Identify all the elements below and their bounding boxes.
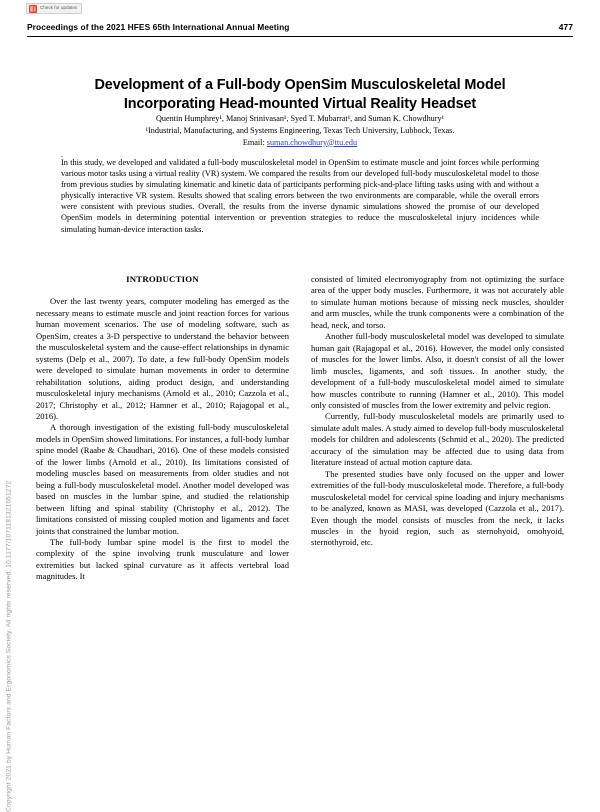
- left-column: [36, 274, 289, 774]
- author-email-line: [56, 137, 544, 149]
- section-heading-introduction: INTRODUCTION: [126, 274, 199, 284]
- paragraph: consisted of limited electromyography from not optimizing the surface area of the upper body muscles. Furthermore, it was not accurately able to simulate human motions because of missing neck muscles, shoulder and arm muscles, while the trunk components were a combination of the head, neck, and torso.: [311, 274, 564, 330]
- copyright-doi-text: Copyright 2021 by Human Factors and Ergonomics Society. All rights reserved. 10.1177/1071181321651272: [5, 481, 13, 812]
- header-rule: [27, 36, 573, 37]
- check-for-updates-label: Check for updates: [40, 5, 78, 11]
- right-column: [311, 274, 564, 774]
- paragraph: Over the last twenty years, computer modeling has emerged as the necessary means to estimate muscle and joint reaction forces for various human movement scenarios. The use of modeling software, such as OpenSim, creates a 3-D perspective to understand the behavior between the musculoskeletal system and the cause-effect relationships in dynamic systems (Delp et al., 2007). To date, a few full-body OpenSim models were developed to simulate human movements in order to determine rehabilitation solutions, aiding product design, and understanding musculoskeletal injury mechanisms (Arnold et al., 2010; Cazzola et al., 2017; Christophy et al., 2012; Hamner et al., 2010; Rajagopal et al., 2016).: [36, 296, 289, 421]
- paragraph: The full-body lumbar spine model is the first to model the complexity of the spine involving trunk musculature and lower extremities but lacked spinal curvature as it affects vertebral load magnitudes. It: [36, 536, 289, 582]
- email-link[interactable]: suman.chowdhury@ttu.edu: [266, 137, 358, 147]
- abstract-text: In this study, we developed and validated a full-body musculoskeletal model in OpenSim to estimate muscle and joint forces while performing various motor tasks using a virtual reality (VR) system. We compared the results from our developed full-body musculoskeletal model to those from previous studies by simulating kinematic and kinetic data of participants performing pick-and-place lifting tasks using with and without a physically interactive VR system. Results showed that scaling errors between the two environments are comparable, while the overall errors were consistent with previous studies. Overall, the results from the inverse dynamic simulations showed the promise of our developed OpenSim models in determining potential intervention or prevention strategies to reduce the musculoskeletal injury incidences while simulating human-device interaction tasks.: [61, 158, 539, 234]
- running-head: [27, 22, 573, 32]
- author-names: Quentin Humphrey¹, Manoj Srinivasan¹, Syed T. Mubarrat¹, and Suman K. Chowdhury¹: [155, 114, 445, 123]
- proceedings-title: Proceedings of the 2021 HFES 65th International Annual Meeting: [27, 22, 290, 32]
- email-label: Email:: [242, 137, 267, 147]
- paragraph: The presented studies have only focused on the upper and lower extremities of the full-body musculoskeletal mode. Therefore, a full-body musculoskeletal model for cervical spine loading and injury mechanisms to be analyzed, known as MASI, was developed (Cazzola et al., 2017). Even though the model consists of muscles from the neck, it lacks muscles in the hyoid region, such as sternohyoid, omohyoid, sternothyroid, etc.: [311, 468, 564, 548]
- paragraph: Another full-body musculoskeletal model was developed to simulate human gait (Rajagopal et al., 2016). However, the model only consisted of muscles for the lower limbs. Also, it doesn't consist of all the lower limb muscles, ligaments, and soft tissues. In another study, the development of a full-body musculoskeletal model aimed to simulate how muscles contribute to running (Hamner et al., 2010). This model only consisted of muscles from the lower extremity and pelvic region.: [311, 331, 564, 410]
- check-for-updates-icon: [29, 5, 37, 13]
- page-title: Development of a Full-body OpenSim Musculoskeletal Model Incorporating Head-mounted Virtual Reality Headset: [94, 76, 506, 112]
- paragraph: A thorough investigation of the existing full-body musculoskeletal models in OpenSim showed limitations. For instances, a full-body lumbar spine model (Raabe & Chaudhari, 2016). One of these models consisted of the lower limbs (Arnold et al., 2010). Its limitations consisted of modeling muscles based on measurements from older studies and not being a full-body musculoskeletal model. Another model developed was based on muscles in the lumbar spine, and studied the relationship between lifting and spinal stability (Christophy et al., 2012). The limitations consisted of missing coupled motion and ligaments and facet joints that constrained the lumbar motion.: [36, 422, 289, 536]
- abstract-lead-mark: .: [61, 150, 63, 159]
- author-block: [56, 113, 544, 148]
- author-affiliation: ¹Industrial, Manufacturing, and Systems Engineering, Texas Tech University, Lubbock, Texas.: [145, 125, 455, 135]
- body-columns: [36, 274, 564, 774]
- copyright-doi-rail: [2, 150, 18, 812]
- abstract: [61, 152, 539, 235]
- check-for-updates-badge[interactable]: [26, 3, 82, 14]
- paragraph: Currently, full-body musculoskeletal models are primarily used to simulate adult males. A study aimed to develop full-body musculoskeletal models for children and adolescents (Schmid et al., 2020). The predicted accuracy of the simulation may be affected due to using data from literature instead of actual motion capture data.: [311, 411, 564, 468]
- page-number: 477: [558, 22, 573, 32]
